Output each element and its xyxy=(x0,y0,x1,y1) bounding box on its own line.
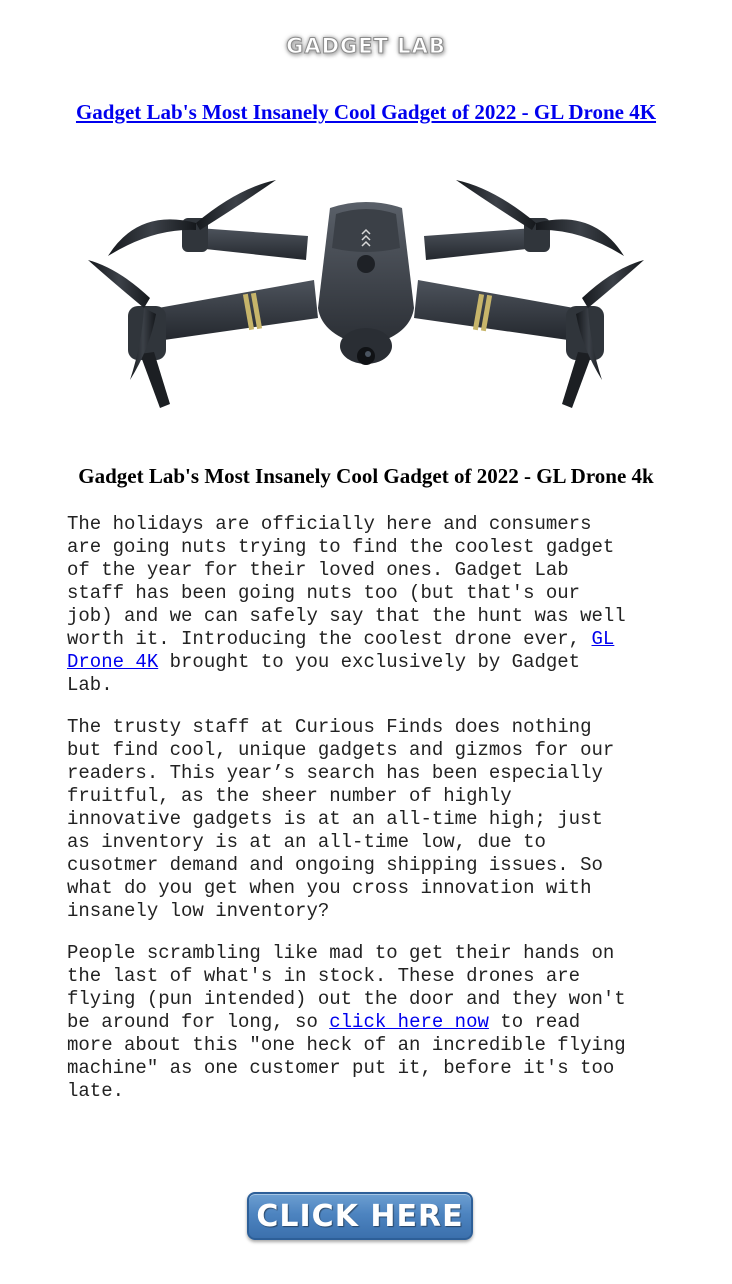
headline-link[interactable]: Gadget Lab's Most Insanely Cool Gadget of 2022 - GL Drone 4K xyxy=(75,100,657,124)
gl-drone-link-continued[interactable]: Drone 4K xyxy=(67,651,159,673)
drone-image[interactable] xyxy=(78,168,654,418)
gl-drone-link[interactable]: GL xyxy=(591,628,615,650)
article-body xyxy=(67,513,667,1122)
article-paragraph-2: The trusty staff at Curious Finds does nothing but find cool, unique gadgets and gizmos for our readers. This year’s search has been especially fruitful, as the sheer number of highly innovative gadgets is at an all-time high; just as inventory is at an all-time low, due to cusotmer demand and ongoing shipping issues. So what do you get when you cross innovation with insanely low inventory? xyxy=(67,716,615,922)
click-here-now-link[interactable]: click here now xyxy=(329,1011,489,1033)
gadget-lab-logo: GADGET LAB xyxy=(286,34,446,58)
article-paragraph-1: The holidays are officially here and consumers are going nuts trying to find the coolest gadget of the year for their loved ones. Gadget Lab staff has been going nuts too (but that's our job) and we can safely say that the hunt was well worth it. Introducing the coolest drone ever, GL Drone 4K brought to you exclusively by Gadget Lab. xyxy=(67,513,626,696)
click-here-button[interactable]: CLICK HERE xyxy=(247,1192,473,1240)
article-heading: Gadget Lab's Most Insanely Cool Gadget of 2022 - GL Drone 4k xyxy=(78,464,654,488)
article-paragraph-3: People scrambling like mad to get their hands on the last of what's in stock. These drones are flying (pun intended) out the door and they won't be around for long, so click here now to read more about this "one heck of an incredible flying machine" as one customer put it, before it's too late. xyxy=(67,942,626,1102)
